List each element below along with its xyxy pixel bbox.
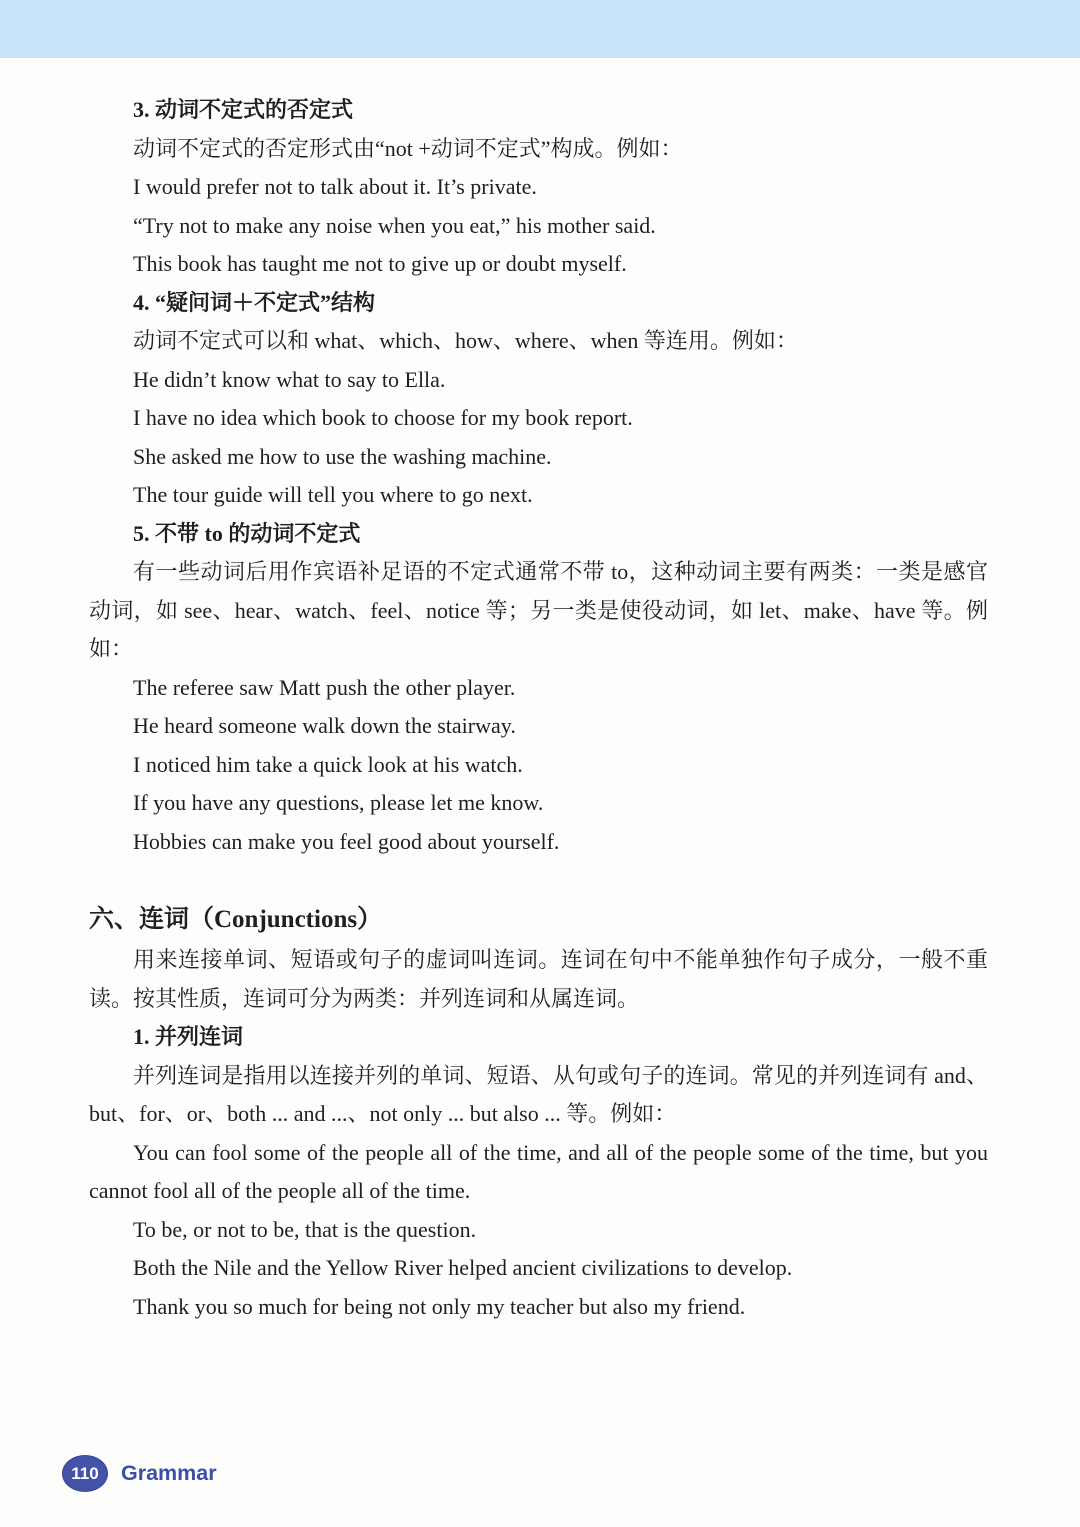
example-sentence: You can fool some of the people all of the time, and all of the people some of the time, but you cannot fool all of the people all of the time. xyxy=(89,1139,988,1203)
example-sentence: Hobbies can make you feel good about yourself. xyxy=(133,828,560,854)
section-4-heading: 4. “疑问词＋不定式”结构 xyxy=(133,289,376,315)
chapter-heading: 六、连词（Conjunctions） xyxy=(89,906,383,933)
example-sentence: Both the Nile and the Yellow River helped ancient civilizations to develop. xyxy=(133,1255,793,1280)
page-footer xyxy=(62,1455,217,1492)
header-band xyxy=(0,0,1080,58)
example-sentence: If you have any questions, please let me know. xyxy=(133,790,544,815)
example-sentence: I would prefer not to talk about it. It’s private. xyxy=(133,174,537,199)
example-sentence: The tour guide will tell you where to go next. xyxy=(133,482,533,507)
chapter-intro: 用来连接单词、短语或句子的虚词叫连词。连词在句中不能单独作句子成分，一般不重读。按其性质，连词可分为两类：并列连词和从属连词。 xyxy=(89,947,988,1011)
section-3-intro: 动词不定式的否定形式由“not +动词不定式”构成。例如： xyxy=(133,135,683,161)
subsection-1-heading: 1. 并列连词 xyxy=(133,1024,244,1049)
example-sentence: I have no idea which book to choose for my book report. xyxy=(133,405,633,430)
example-sentence: The referee saw Matt push the other player. xyxy=(133,674,516,700)
example-sentence: To be, or not to be, that is the question. xyxy=(133,1216,477,1242)
section-3-heading: 3. 动词不定式的否定式 xyxy=(133,97,354,122)
page-number-badge xyxy=(62,1455,108,1492)
example-sentence: He didn’t know what to say to Ella. xyxy=(133,366,446,392)
section-4-intro: 动词不定式可以和 what、which、how、where、when 等连用。例如： xyxy=(133,328,798,353)
subsection-1-intro: 并列连词是指用以连接并列的单词、短语、从句或句子的连词。常见的并列连词有 and、but、for、or、both ... and ...、not only ... but also ... 等。例如： xyxy=(89,1062,988,1126)
example-sentence: I noticed him take a quick look at his watch. xyxy=(133,751,523,777)
example-sentence: “Try not to make any noise when you eat,” his mother said. xyxy=(133,212,656,238)
section-5-heading: 5. 不带 to 的动词不定式 xyxy=(133,520,361,546)
page-content xyxy=(0,58,1080,1326)
example-sentence: He heard someone walk down the stairway. xyxy=(133,713,516,738)
page-number: 110 xyxy=(71,1463,99,1483)
footer-label: Grammar xyxy=(121,1461,217,1485)
example-sentence: Thank you so much for being not only my teacher but also my friend. xyxy=(133,1293,746,1319)
example-sentence: This book has taught me not to give up or doubt myself. xyxy=(133,251,627,276)
example-sentence: She asked me how to use the washing machine. xyxy=(133,443,552,469)
section-5-intro: 有一些动词后用作宾语补足语的不定式通常不带 to，这种动词主要有两类：一类是感官动词，如 see、hear、watch、feel、notice 等；另一类是使役动词，如 let、make、have 等。例如： xyxy=(89,559,988,661)
